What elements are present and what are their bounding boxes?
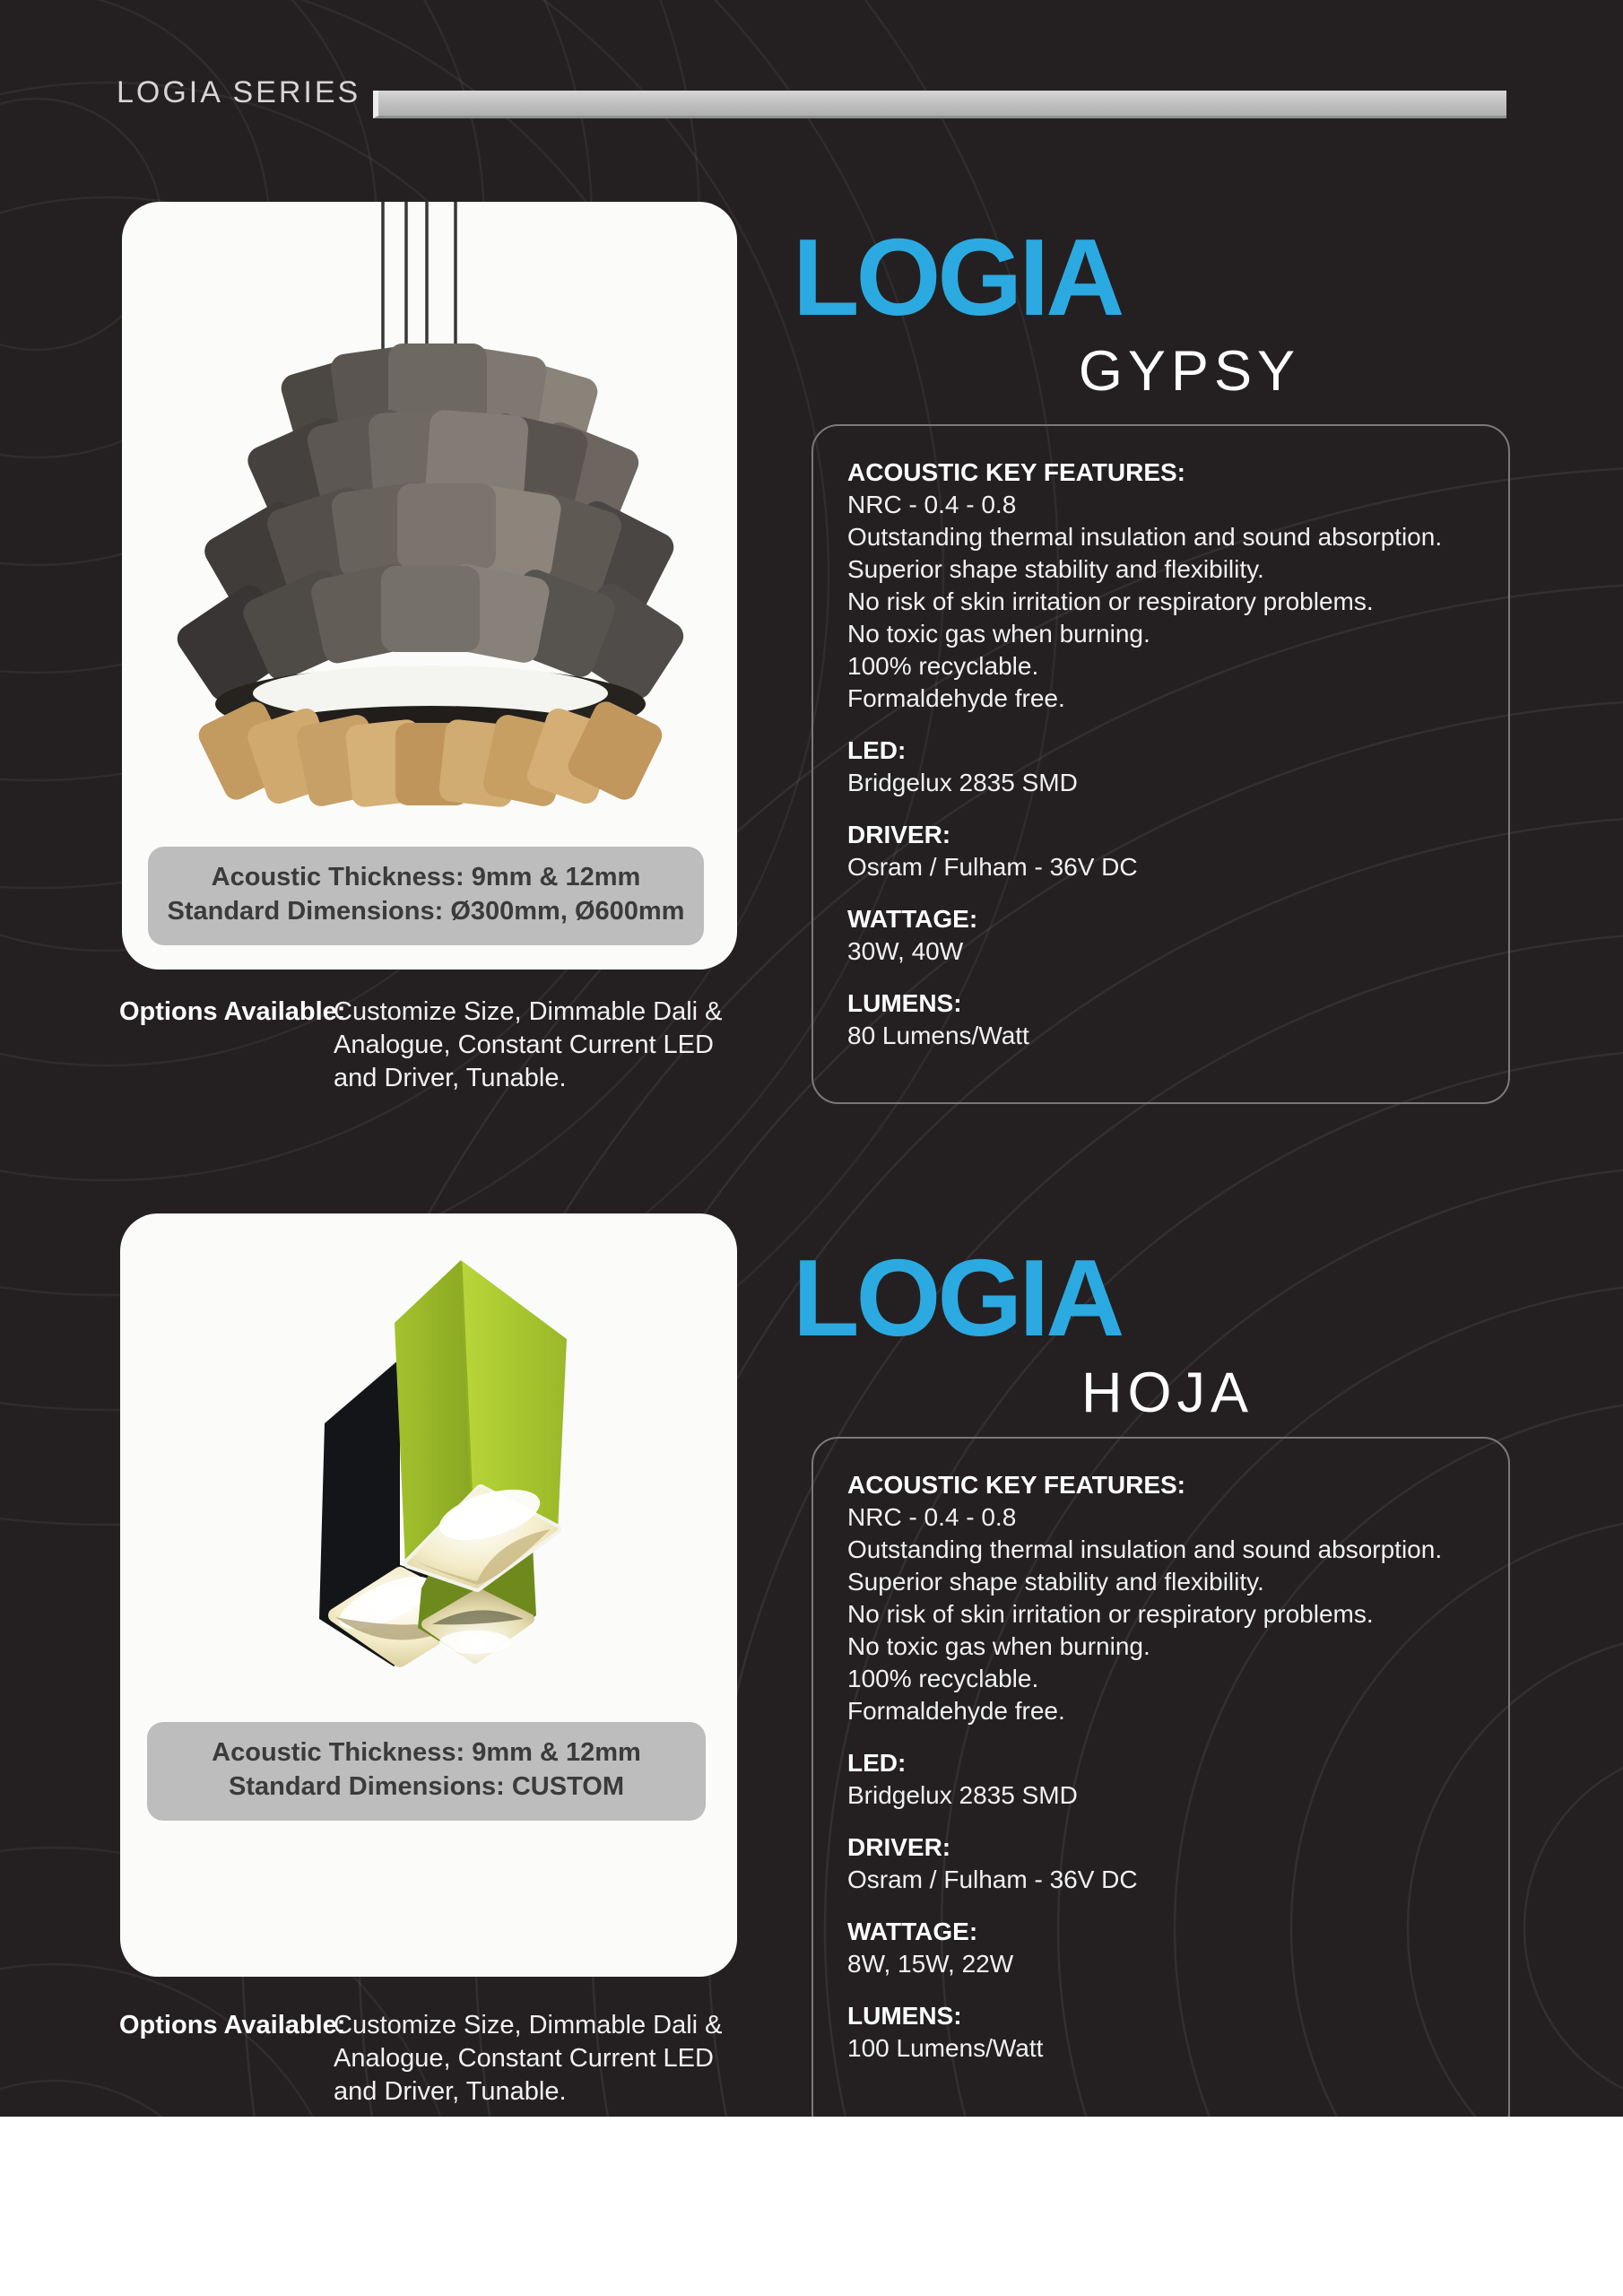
spec-row [847, 2000, 1445, 2065]
spec-row [847, 819, 1445, 883]
gypsy-options-text: Customize Size, Dimmable Dali & Analogue, Constant Current LED and Driver, Tunable. [334, 997, 723, 1092]
gypsy-features-heading: ACOUSTIC KEY FEATURES: [847, 458, 1185, 486]
spec-value: 100 Lumens/Watt [847, 2034, 1044, 2062]
gypsy-caption-dimensions: Standard Dimensions: Ø300mm, Ø600mm [167, 897, 685, 926]
gypsy-caption-box [148, 847, 704, 945]
feature-line: Superior shape stability and flexibility. [847, 1568, 1264, 1596]
spec-row [847, 987, 1445, 1052]
product-card-hoja [120, 1213, 737, 1977]
spec-label: LED: [847, 1749, 907, 1777]
hoja-options-text: Customize Size, Dimmable Dali & Analogue, Constant Current LED and Driver, Tunable. [334, 2011, 723, 2106]
spec-value: 80 Lumens/Watt [847, 1022, 1029, 1049]
feature-line: 100% recyclable. [847, 652, 1039, 680]
spec-row [847, 735, 1445, 799]
spec-label: DRIVER: [847, 1833, 951, 1861]
feature-line: Formaldehyde free. [847, 684, 1065, 712]
spec-label: DRIVER: [847, 821, 951, 848]
feature-line: Outstanding thermal insulation and sound absorption. [847, 523, 1443, 551]
feature-line: No risk of skin irritation or respiratory problems. [847, 587, 1374, 615]
spec-value: Bridgelux 2835 SMD [847, 1781, 1078, 1809]
spec-value: 8W, 15W, 22W [847, 1950, 1014, 1978]
gypsy-pendant-lamp-image [122, 202, 737, 830]
feature-line: Superior shape stability and flexibility. [847, 555, 1264, 583]
spec-label: LED: [847, 736, 907, 764]
feature-line: Outstanding thermal insulation and sound absorption. [847, 1535, 1443, 1563]
spec-row [847, 903, 1445, 968]
gypsy-brand-title: LOGIA [793, 216, 1122, 338]
gypsy-model-title: GYPSY [1078, 340, 1300, 403]
hoja-features-heading: ACOUSTIC KEY FEATURES: [847, 1471, 1185, 1499]
felt-scale-dome [172, 343, 690, 707]
hoja-options-label: Options Available: [119, 2011, 346, 2039]
hoja-caption-box [147, 1722, 706, 1821]
feature-line: No risk of skin irritation or respiratory problems. [847, 1600, 1374, 1628]
feature-line: No toxic gas when burning. [847, 1632, 1150, 1660]
spec-value: 30W, 40W [847, 937, 964, 965]
spec-value: Osram / Fulham - 36V DC [847, 853, 1138, 881]
spec-label: WATTAGE: [847, 1918, 978, 1945]
feature-line: Formaldehyde free. [847, 1697, 1065, 1725]
hoja-brand-title: LOGIA [793, 1237, 1122, 1359]
feature-line: No toxic gas when burning. [847, 620, 1150, 648]
series-title: LOGIA SERIES [117, 75, 361, 109]
feature-line: NRC - 0.4 - 0.8 [847, 491, 1017, 518]
feature-line: NRC - 0.4 - 0.8 [847, 1503, 1017, 1531]
hoja-model-title: HOJA [1081, 1361, 1254, 1424]
gypsy-options-label: Options Available: [119, 997, 346, 1026]
spec-row [847, 1916, 1445, 1980]
spec-label: LUMENS: [847, 989, 962, 1017]
gypsy-spec-panel [812, 424, 1510, 1104]
spec-label: WATTAGE: [847, 905, 978, 933]
hoja-caption-dimensions: Standard Dimensions: CUSTOM [229, 1772, 624, 1801]
hoja-spec-panel [812, 1437, 1510, 2117]
spec-value: Osram / Fulham - 36V DC [847, 1866, 1138, 1893]
spec-value: Bridgelux 2835 SMD [847, 769, 1078, 796]
spec-row [847, 1747, 1445, 1812]
spec-row [847, 1831, 1445, 1896]
hoja-pendant-lamp-image [120, 1213, 737, 1716]
spec-label: LUMENS: [847, 2002, 962, 2030]
feature-line: 100% recyclable. [847, 1665, 1039, 1692]
gypsy-caption-thickness: Acoustic Thickness: 9mm & 12mm [211, 863, 641, 891]
product-card-gypsy [122, 202, 737, 970]
series-header-bar [373, 91, 1506, 118]
hoja-caption-thickness: Acoustic Thickness: 9mm & 12mm [212, 1738, 641, 1767]
